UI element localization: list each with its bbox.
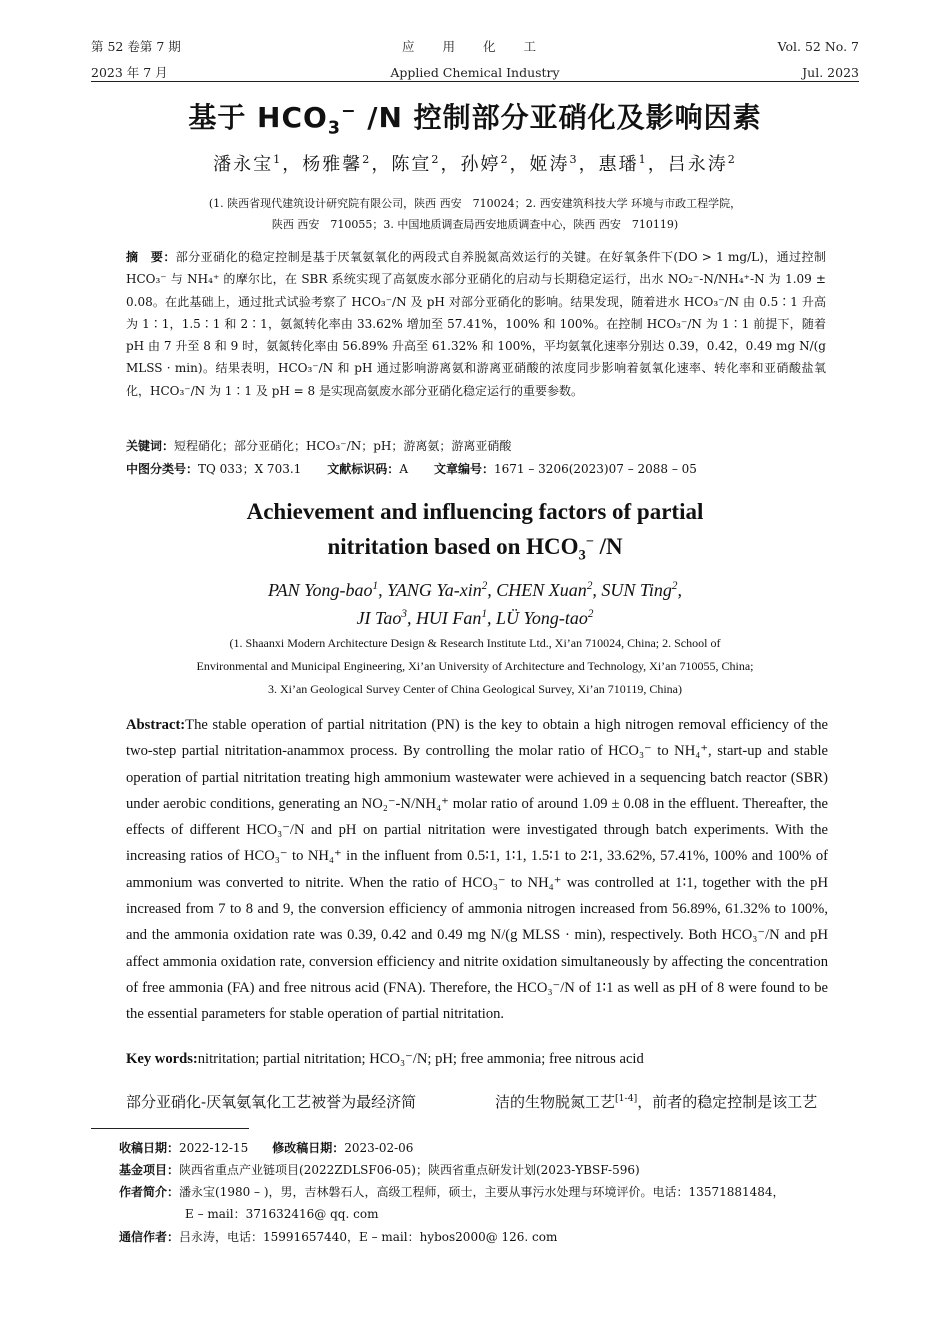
author-cn: 吕永涛$^2$ — [667, 153, 737, 175]
abstract-cn — [126, 246, 826, 402]
title-cn-part: /N 控制部分亚硝化及影响因素 — [356, 101, 762, 134]
author-cn: 杨雅馨$^2$ — [302, 153, 372, 175]
clc-label: 中图分类号： — [126, 462, 199, 476]
keywords-cn — [126, 435, 826, 457]
title-cn-part: 基于 HCO — [188, 101, 328, 134]
keywords-en — [126, 1046, 828, 1072]
footnote-author: 作者简介：潘永宝(1980 – )，男，吉林磐石人，高级工程师，硕士，主要从事污水处理与环境评价。电话：13571881484， — [119, 1185, 785, 1199]
footnote-corresponding: 通信作者：吕永涛，电话：15991657440，E – mail：hybos2000@ 126. com — [119, 1230, 558, 1244]
title-cn-superscript: − — [340, 101, 357, 122]
footnote-fund: 基金项目：陕西省重点产业链项目(2022ZDLSF06-05)；陕西省重点研发计划(2023-YBSF-596) — [119, 1163, 640, 1177]
journal-name-cn: 应 用 化 工 — [402, 39, 548, 54]
author-cn: 姬涛$^3$ — [529, 153, 579, 175]
body-text-left: 部分亚硝化-厌氧氨氧化工艺被誉为最经济简 — [126, 1093, 417, 1111]
abstract-en-label: Abstract: — [126, 717, 186, 733]
abstract-cn-label: 摘 要： — [126, 250, 176, 264]
date-cn: 2023 年 7 月 — [91, 65, 168, 80]
footnote-rule — [91, 1128, 249, 1129]
author-en: HUI Fan$^1$ — [415, 608, 488, 628]
author-en: PAN Yong-bao$^1$ — [268, 580, 379, 600]
authors-en — [0, 576, 950, 632]
article-no-label: 文章编号： — [433, 462, 494, 476]
affiliations-cn — [140, 193, 810, 235]
classification-cn — [126, 458, 826, 480]
authors-en-line2: JI Tao$^3$, HUI Fan$^1$, LÜ Yong-tao$^2$ — [356, 608, 594, 628]
authors-en-line1: PAN Yong-bao$^1$, YANG Ya-xin$^2$, CHEN Xuan$^2$, SUN Ting$^2$, — [268, 580, 682, 600]
affiliation-line: 陕西 西安 710055；3. 中国地质调查局西安地质调查中心，陕西 西安 710119) — [271, 218, 679, 231]
author-en: YANG Ya-xin$^2$ — [387, 580, 488, 600]
title-cn-subscript: 3 — [327, 118, 341, 139]
abstract-en-text: The stable operation of partial nitritation (PN) is the key to obtain a high nitrogen removal efficiency of the two-step partial nitritation-anammox process. By controlling the molar ratio of HCO₃⁻ to NH₄⁺, start-up and stable operation of partial nitritation treating high ammonium wastewater were achieved in a sequencing batch reactor (SBR) under aerobic conditions, generating an NO₂⁻-N/NH₄⁺ molar ratio of around 1.09 ± 0.08 in the effluent. Thereafter, the effects of different HCO₃⁻/N and pH on partial nitritation were investigated through batch experiments. With the increasing ratios of HCO₃⁻ to NH₄⁺ in the influent from 0.5∶1, 1∶1, 1.5∶1 to 2∶1, 33.62%, 57.41%, 100% and 100% of ammonium was converted to nitrite. When the ratio of HCO₃⁻ to NH₄⁺ was controlled at 1∶1, together with the pH increased from 7 to 8 and 9, the conversion efficiency of ammonia nitrogen increased from 56.89%, 61.32% to 100%, and the ammonia oxidation rate was 0.39, 0.42 and 0.49 mg N/(g MLSS · min), respectively. Both HCO₃⁻/N and pH affect ammonia oxidation rate, conversion efficiency and nitrite oxidation simultaneously by affecting the concentration of free ammonia (FA) and free nitrous acid (FNA). Therefore, the HCO₃⁻/N of 1∶1 as well as pH of 8 were found to be the essential parameters for stable operation of partial nitritation. — [126, 717, 828, 1023]
journal-name-en: Applied Chemical Industry — [390, 65, 560, 80]
author-cn: 陈宣$^2$ — [391, 153, 441, 175]
keywords-en-label: Key words: — [126, 1051, 198, 1067]
affiliations-en — [100, 632, 850, 701]
doc-code-label: 文献标识码： — [327, 462, 400, 476]
body-text-right: 洁的生物脱氮工艺[1-4]，前者的稳定控制是该工艺 — [495, 1093, 818, 1111]
author-cn: 惠璠$^1$ — [598, 153, 648, 175]
clc-value: TQ 033；X 703.1 — [198, 462, 302, 476]
title-en-line1: Achievement and influencing factors of partial — [246, 499, 704, 524]
footnote-author-email: E – mail：371632416@ qq. com — [185, 1207, 379, 1221]
citation-ref: [1-4] — [615, 1093, 638, 1104]
abstract-cn-text: 部分亚硝化的稳定控制是基于厌氧氨氧化的两段式自养脱氮高效运行的关键。在好氧条件下(DO > 1 mg/L)，通过控制 HCO₃⁻ 与 NH₄⁺ 的摩尔比，在 SBR 系统实现了高氨废水部分亚硝化的启动与长期稳定运行，出水 NO₂⁻-N/NH₄⁺-N 为 1.09 ± 0.08。在此基础上，通过批式试验考察了 HCO₃⁻/N 及 pH 对部分亚硝化的影响。结果发现，随着进水 HCO₃⁻/N 由 0.5∶1 升高为 1∶1，1.5∶1 和 2∶1，氨氮转化率由 33.62% 增加至 57.41%，100% 和 100%。在控制 HCO₃⁻/N 为 1∶1 前提下，随着 pH 由 7 升至 8 和 9 时，氨氮转化率由 56.89% 升高至 61.32% 和 100%，平均氨氧化速率分别达 0.39，0.42，0.49 mg N/(g MLSS · min)。结果表明，HCO₃⁻/N 和 pH 通过影响游离氨和游离亚硝酸的浓度同步影响着氨氧化速率、转化率和亚硝酸盐氧化，HCO₃⁻/N 为 1∶1 及 pH = 8 是实现高氨废水部分亚硝化稳定运行的重要参数。 — [126, 250, 826, 398]
header-rule — [91, 81, 859, 82]
authors-cn: 潘永宝$^1$，杨雅馨$^2$，陈宣$^2$，孙婷$^2$，姬涛$^3$，惠璠$^1$，吕永涛$^2$ — [213, 153, 737, 175]
affiliation-line: 3. Xi’an Geological Survey Center of China Geological Survey, Xi’an 710119, China) — [267, 682, 682, 696]
author-en: SUN Ting$^2$ — [601, 580, 678, 600]
title-en-line2: nitritation based on $HCO_3^-$ /N — [327, 533, 623, 564]
keywords-en-text: nitritation; partial nitritation; HCO₃⁻/N; pH; free ammonia; free nitrous acid — [197, 1051, 644, 1067]
author-en: JI Tao$^3$ — [356, 608, 407, 628]
affiliation-line: Environmental and Municipal Engineering, Xi’an University of Architecture and Technology, Xi’an 710055, China; — [196, 659, 754, 673]
keywords-cn-text: 短程硝化；部分亚硝化；HCO₃⁻/N；pH；游离氨；游离亚硝酸 — [174, 439, 512, 453]
volume-en: Vol. 52 No. 7 — [777, 39, 859, 54]
author-cn: 孙婷$^2$ — [460, 153, 510, 175]
author-cn: 潘永宝$^1$ — [213, 153, 283, 175]
title-cn — [0, 96, 950, 139]
article-no-value: 1671 – 3206(2023)07 – 2088 – 05 — [494, 462, 697, 476]
date-en: Jul. 2023 — [802, 65, 859, 80]
footnote-dates: 收稿日期：2022-12-15 修改稿日期：2023-02-06 — [119, 1141, 414, 1155]
affiliation-line: (1. 陕西省现代建筑设计研究院有限公司，陕西 西安 710024；2. 西安建筑科技大学 环境与市政工程学院， — [208, 197, 742, 210]
affiliation-line: (1. Shaanxi Modern Architecture Design & Research Institute Ltd., Xi’an 710024, China; 2. School of — [229, 636, 721, 650]
author-en: CHEN Xuan$^2$ — [496, 580, 593, 600]
author-en: LÜ Yong-tao$^2$ — [496, 608, 594, 628]
doc-code-value: A — [399, 462, 408, 476]
keywords-cn-label: 关键词： — [126, 439, 175, 453]
title-en — [0, 494, 950, 564]
volume-cn: 第 52 卷第 7 期 — [91, 39, 181, 54]
abstract-en — [126, 712, 828, 1028]
running-header-right — [778, 34, 859, 86]
